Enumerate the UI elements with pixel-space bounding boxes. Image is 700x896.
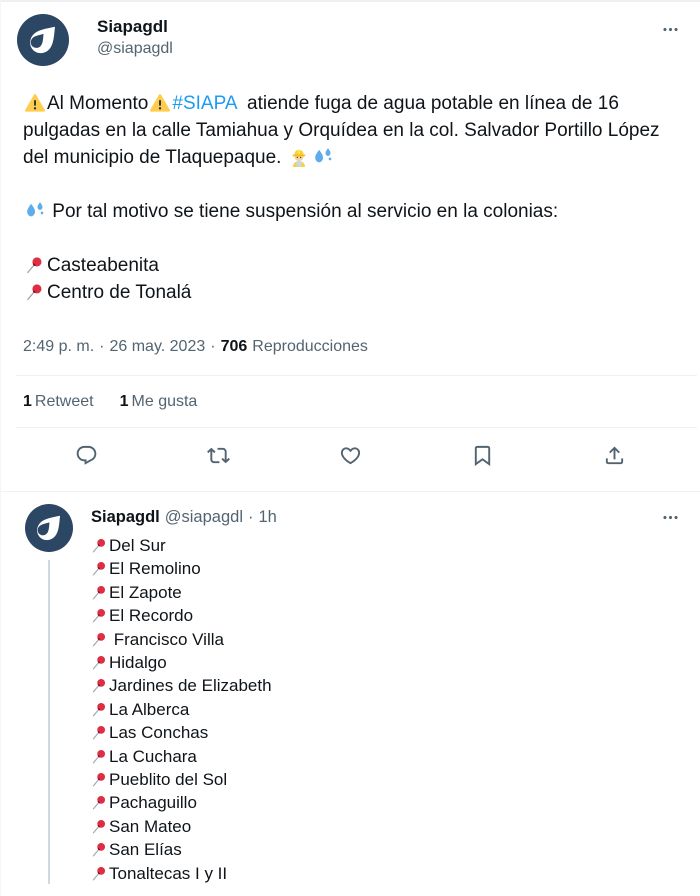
like-button[interactable]: [337, 442, 364, 469]
list-item: [91, 604, 682, 627]
tweet-time: 2:49 p. m.: [23, 338, 95, 355]
colonia-name: El Recordo: [109, 606, 194, 626]
water-drop-logo-icon: [25, 504, 73, 552]
display-name[interactable]: Siapagdl: [91, 508, 160, 526]
water-drop-logo-icon: [17, 14, 69, 66]
colonia-name: Pachaguillo: [109, 793, 197, 813]
pushpin-icon: [91, 771, 108, 788]
share-button[interactable]: [601, 442, 628, 469]
pushpin-icon: [91, 701, 108, 718]
colonia-name: La Alberca: [109, 699, 190, 719]
reply-tweet: [1, 492, 700, 884]
colonia-name: Del Sur: [109, 536, 166, 555]
colonia-name: Tonaltecas I y II: [109, 863, 228, 883]
like-label: Me gusta: [131, 393, 198, 410]
colonia-name: Pueblito del Sol: [109, 770, 228, 790]
list-item: [91, 581, 682, 604]
colonia-name: Francisco Villa: [109, 629, 224, 649]
meta-separator: ·: [247, 508, 254, 526]
bookmark-button[interactable]: [469, 442, 496, 469]
more-icon: [661, 508, 680, 527]
like-icon: [339, 444, 362, 467]
colonia-name: San Elías: [109, 840, 182, 860]
like-count: 1: [119, 393, 129, 410]
pushpin-icon: [25, 282, 45, 302]
list-item: [91, 745, 682, 768]
more-button[interactable]: [659, 14, 682, 45]
thread-line: [48, 560, 50, 884]
reply-timestamp[interactable]: 1h: [258, 508, 277, 526]
list-item: [23, 252, 678, 279]
pushpin-icon: [91, 654, 108, 671]
tweet-paragraph-1: [23, 90, 678, 171]
pushpin-icon: [91, 841, 108, 858]
colonia-name: Hidalgo: [109, 653, 167, 673]
tweet-text: [1, 90, 700, 306]
retweet-label: Retweet: [34, 393, 94, 410]
reply-avatar-column: [25, 504, 73, 884]
avatar[interactable]: [25, 504, 73, 552]
sweat-droplets-icon: [25, 201, 45, 221]
reply-header: [91, 504, 682, 529]
retweet-icon: [207, 444, 230, 467]
construction-worker-icon: [289, 147, 309, 167]
list-item: [91, 628, 682, 651]
tweet-thread: [1, 2, 700, 884]
hashtag-link[interactable]: #SIAPA: [172, 93, 237, 114]
list-item: [91, 721, 682, 744]
tweet-text-segment: Al Momento: [47, 93, 149, 114]
pushpin-icon: [91, 865, 108, 882]
likes-stat[interactable]: [120, 391, 198, 412]
pushpin-icon: [25, 255, 45, 275]
reply-button[interactable]: [73, 442, 100, 469]
pushpin-icon: [91, 677, 108, 694]
list-item: [23, 279, 678, 306]
reply-icon: [75, 444, 98, 467]
user-handle[interactable]: @siapagdl: [164, 508, 243, 526]
list-item: [91, 815, 682, 838]
more-icon: [661, 20, 680, 39]
list-item: [91, 862, 682, 885]
colonia-name: Jardines de Elizabeth: [109, 676, 272, 696]
list-item: [91, 534, 682, 557]
retweet-count: 1: [23, 393, 32, 410]
pushpin-icon: [91, 560, 108, 577]
pushpin-icon: [91, 607, 108, 624]
sweat-droplets-icon: [313, 147, 333, 167]
main-tweet: [1, 2, 700, 483]
list-item: [91, 791, 682, 814]
list-item: [91, 698, 682, 721]
tweet-date: 26 may. 2023: [109, 338, 206, 355]
colonia-name: El Remolino: [109, 559, 201, 579]
reply-content: [91, 504, 682, 884]
colonia-name: Centro de Tonalá: [47, 282, 192, 303]
share-icon: [603, 444, 626, 467]
list-item: [91, 768, 682, 791]
author-block: [97, 14, 173, 60]
pushpin-icon: [91, 537, 108, 554]
list-item: [91, 651, 682, 674]
tweet-meta: [1, 336, 700, 358]
colonia-name: San Mateo: [109, 816, 192, 836]
views-label: Reproducciones: [252, 338, 368, 355]
list-item: [91, 557, 682, 580]
colonia-name: La Cuchara: [109, 746, 197, 766]
tweet-paragraph-2: [23, 198, 678, 225]
bookmark-icon: [471, 444, 494, 467]
display-name[interactable]: Siapagdl: [97, 17, 168, 36]
tweet-stats: [1, 376, 700, 427]
user-handle[interactable]: @siapagdl: [97, 40, 173, 57]
pushpin-icon: [91, 631, 108, 648]
pushpin-icon: [91, 818, 108, 835]
colonia-name: El Zapote: [109, 582, 182, 602]
pushpin-icon: [91, 584, 108, 601]
pushpin-icon: [91, 748, 108, 765]
affected-colonias-list: [91, 534, 682, 885]
meta-separator: ·: [210, 338, 216, 355]
tweet-text-segment: Por tal motivo se tiene suspensión al servicio en la colonias:: [47, 201, 559, 222]
colonia-name: Casteabenita: [47, 255, 159, 276]
retweets-stat[interactable]: [23, 391, 94, 412]
warning-icon: [150, 93, 170, 113]
tweet-actions: [1, 428, 700, 483]
pushpin-icon: [91, 794, 108, 811]
tweet-text-segment: atiende fuga de agua potable en línea de 16 pulgadas en la calle Tamiahua y Orquídea en la col. Salvador Portillo López del municipio de Tlaquepaque.: [23, 93, 665, 168]
retweet-button[interactable]: [205, 442, 232, 469]
list-item: [91, 838, 682, 861]
main-tweet-header: [1, 2, 700, 66]
affected-colonias-list: [23, 252, 678, 306]
avatar[interactable]: [17, 14, 69, 66]
warning-icon: [25, 93, 45, 113]
meta-separator: ·: [99, 338, 105, 355]
list-item: [91, 674, 682, 697]
colonia-name: Las Conchas: [109, 723, 209, 743]
views-count: 706: [220, 338, 248, 355]
more-button[interactable]: [659, 506, 682, 529]
pushpin-icon: [91, 724, 108, 741]
